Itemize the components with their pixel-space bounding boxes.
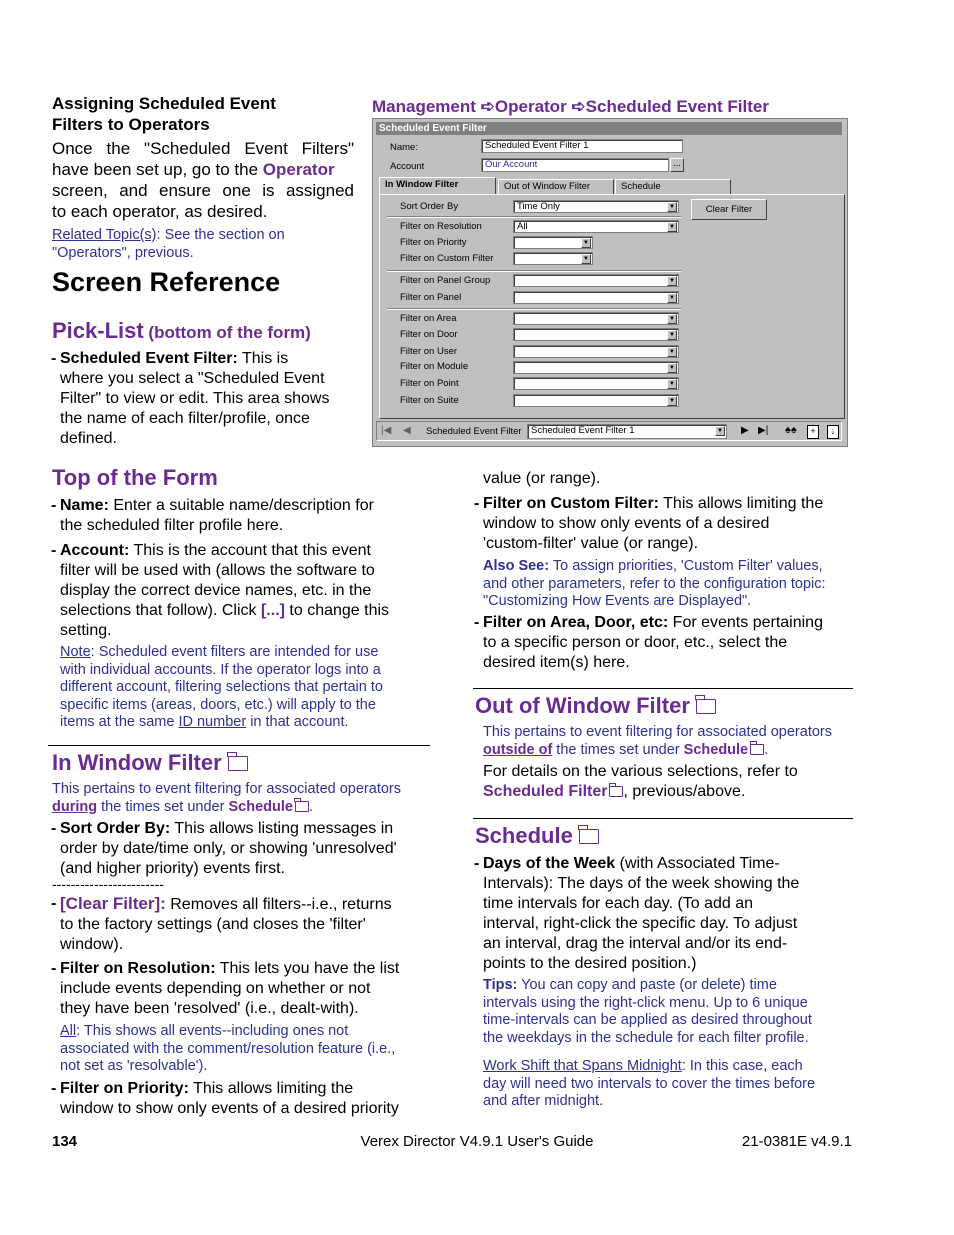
- separator-dashes: ------------------------: [52, 876, 164, 892]
- scheduled-event-filter-window: [372, 118, 848, 447]
- divider: [387, 308, 681, 310]
- tips-note: Tips: You can copy and paste (or delete) time intervals using the right-click menu. Up to 6 unique time-intervals can be applied as desired throughout the weekdays in the schedule for each filter profile.: [483, 977, 812, 1046]
- section-divider: [473, 818, 853, 819]
- folder-icon: [579, 829, 599, 844]
- arrow-icon: ➪: [480, 97, 495, 116]
- folder-icon: [295, 801, 309, 812]
- window-title: Scheduled Event Filter: [376, 122, 842, 135]
- dropdown-arrow-icon: ▼: [667, 330, 677, 340]
- top-of-form-heading: Top of the Form: [52, 465, 218, 490]
- dropdown-arrow-icon: ▼: [667, 396, 677, 406]
- list-item: - Name: Enter a suitable name/description for the scheduled filter profile here.: [51, 497, 374, 534]
- section-divider: [473, 688, 853, 689]
- related-topics-link[interactable]: Related Topic(s): [52, 227, 157, 243]
- resolution-label: Filter on Resolution: [400, 221, 482, 232]
- folder-icon: [696, 699, 716, 714]
- panel-label: Filter on Panel: [400, 292, 462, 303]
- door-select[interactable]: [513, 328, 679, 341]
- list-item: - Sort Order By: This allows listing messages in order by date/time only, or showing 'unresolved' (and higher priority) events first.: [51, 820, 397, 877]
- tab-out-of-window-filter[interactable]: Out of Window Filter: [498, 179, 614, 195]
- nav-label: Scheduled Event Filter: [426, 426, 522, 437]
- list-item: - Filter on Resolution: This lets you have the list include events depending on whether or not they have been 'resolved' (i.e., dealt-with).: [51, 960, 400, 1017]
- doc-number: 21-0381E v4.9.1: [741, 1133, 852, 1150]
- resolution-select[interactable]: All ▼: [513, 220, 679, 233]
- custom-filter-select[interactable]: [513, 252, 593, 265]
- point-select[interactable]: [513, 377, 679, 390]
- suite-label: Filter on Suite: [400, 395, 459, 406]
- account-field[interactable]: Our Account: [481, 158, 669, 172]
- find-icon[interactable]: ♠♠: [785, 424, 797, 436]
- dropdown-arrow-icon: ▼: [581, 254, 591, 264]
- user-select[interactable]: [513, 345, 679, 358]
- priority-select[interactable]: [513, 236, 593, 249]
- note: Note: Scheduled event filters are intended for use with individual accounts. If the operator logs into a different account, filtering selections that pertain to specific items (areas, doors, etc.) will apply to the items at the same ID number in that account.: [60, 644, 383, 730]
- point-label: Filter on Point: [400, 378, 459, 389]
- module-select[interactable]: [513, 361, 679, 374]
- divider: [387, 270, 681, 272]
- panel-select[interactable]: [513, 291, 679, 304]
- footer-title: Verex Director V4.9.1 User's Guide: [360, 1133, 594, 1150]
- next-record-icon[interactable]: ▶: [741, 425, 749, 436]
- tab-in-window-filter[interactable]: In Window Filter: [379, 177, 496, 195]
- page-number: 134: [52, 1133, 78, 1150]
- name-label: Name:: [390, 142, 418, 153]
- dropdown-arrow-icon: ▼: [581, 238, 591, 248]
- work-shift-note: Work Shift that Spans Midnight: In this case, each day will need two intervals to cover the times before and after midnight.: [483, 1058, 816, 1109]
- dropdown-arrow-icon: ▼: [667, 314, 677, 324]
- navigation-bar: [376, 421, 842, 441]
- panel-group-select[interactable]: [513, 274, 679, 287]
- browse-account-button[interactable]: ...: [670, 158, 684, 172]
- operator-link[interactable]: Operator: [262, 160, 335, 179]
- dropdown-arrow-icon: ▼: [667, 347, 677, 357]
- name-field[interactable]: Scheduled Event Filter 1: [481, 139, 683, 153]
- also-see-note: Also See: To assign priorities, 'Custom Filter' values, and other parameters, refer to the configuration topic: "Customizing How Events are Displayed".: [483, 558, 826, 609]
- list-item: - Filter on Area, Door, etc: For events pertaining to a specific person or door, etc., select the desired item(s) here.: [474, 614, 823, 671]
- id-number-link[interactable]: ID number: [178, 714, 247, 730]
- new-record-icon[interactable]: +: [807, 425, 819, 439]
- assign-heading: Assigning Scheduled Event Filters to Operators: [52, 94, 276, 134]
- clear-filter-button[interactable]: Clear Filter: [691, 199, 767, 220]
- picklist-heading: Pick-List (bottom of the form): [52, 318, 311, 343]
- dropdown-arrow-icon: ▼: [667, 276, 677, 286]
- suite-select[interactable]: [513, 394, 679, 407]
- screen-reference-title: Screen Reference: [52, 267, 281, 297]
- sort-order-label: Sort Order By: [400, 201, 459, 212]
- assign-paragraph: Once the "Scheduled Event Filters" have been set up, go to the Operator screen, and ensure one is assigned to each operator, as desired.: [52, 139, 354, 221]
- dropdown-arrow-icon: ▼: [667, 202, 677, 212]
- dropdown-arrow-icon: ▼: [667, 363, 677, 373]
- custom-filter-label: Filter on Custom Filter: [400, 253, 494, 264]
- list-item: - Scheduled Event Filter: This is where you select a "Scheduled Event Filter" to view or edit. This area shows the name of each filter/profile, once defined.: [51, 350, 330, 447]
- value-range-text: value (or range).: [483, 470, 601, 487]
- list-item: - Account: This is the account that this event filter will be used with (allows the software to display the correct device names, etc. in the selections that follow). Click [...] to change this setting.: [51, 542, 390, 639]
- list-item: - Filter on Custom Filter: This allows limiting the window to show only events of a desired 'custom-filter' value (or range).: [474, 495, 824, 552]
- arrow-icon: ➪: [571, 97, 586, 116]
- door-label: Filter on Door: [400, 329, 458, 340]
- list-item: - [Clear Filter]: Removes all filters--i.e., returns to the factory settings (and closes the 'filter' window).: [51, 894, 392, 953]
- in-window-desc: This pertains to event filtering for associated operators during the times set under Schedule .: [52, 781, 401, 815]
- area-label: Filter on Area: [400, 313, 457, 324]
- area-select[interactable]: [513, 312, 679, 325]
- breadcrumb: Management ➪Operator ➪Scheduled Event Filter: [372, 97, 769, 116]
- work-shift-link[interactable]: Work Shift that Spans Midnight: [483, 1058, 682, 1074]
- folder-icon: [609, 786, 623, 797]
- sort-order-select[interactable]: Time Only ▼: [513, 200, 679, 213]
- module-label: Filter on Module: [400, 361, 469, 372]
- divider: [387, 216, 681, 218]
- browse-account-ref: [...]: [260, 602, 285, 619]
- list-item: - Filter on Priority: This allows limiting the window to show only events of a desired priority: [51, 1080, 399, 1117]
- previous-record-icon[interactable]: ◀: [403, 425, 411, 436]
- dropdown-arrow-icon: ▼: [667, 379, 677, 389]
- section-divider: [48, 745, 430, 746]
- tab-schedule[interactable]: Schedule: [615, 179, 731, 195]
- last-record-icon[interactable]: ▶|: [758, 425, 769, 436]
- in-window-heading: In Window Filter: [52, 750, 248, 776]
- list-item: - Days of the Week (with Associated Time- Intervals): The days of the week showing the time intervals for each day. (To add an interval, right-click the specific day. To adjust an interval, drag the interval and/or its end- points to the desired position.): [474, 855, 800, 972]
- scheduled-event-filter-select[interactable]: Scheduled Event Filter 1 ▼: [527, 424, 727, 439]
- account-label: Account: [390, 161, 425, 172]
- dropdown-arrow-icon: ▼: [667, 222, 677, 232]
- dropdown-arrow-icon: ▼: [667, 293, 677, 303]
- priority-label: Filter on Priority: [400, 237, 467, 248]
- note: All: This shows all events--including ones not associated with the comment/resolution feature (i.e., not set as 'resolvable').: [60, 1023, 396, 1074]
- out-window-details: For details on the various selections, refer to Scheduled Filter , previous/above.: [483, 763, 798, 800]
- panel-group-label: Filter on Panel Group: [400, 275, 491, 286]
- folder-icon: [750, 744, 764, 755]
- folder-icon: [228, 756, 248, 771]
- dropdown-arrow-icon: ▼: [715, 426, 725, 436]
- user-label: Filter on User: [400, 346, 458, 357]
- out-window-heading: Out of Window Filter: [475, 693, 716, 719]
- save-record-icon[interactable]: ↓: [827, 425, 839, 439]
- related-topics: Related Topic(s): See the section on "Operators", previous.: [52, 227, 285, 261]
- out-window-desc: This pertains to event filtering for associated operators outside of the times set under Schedule .: [483, 724, 832, 758]
- schedule-heading: Schedule: [475, 823, 599, 849]
- first-record-icon[interactable]: |◀: [381, 425, 392, 436]
